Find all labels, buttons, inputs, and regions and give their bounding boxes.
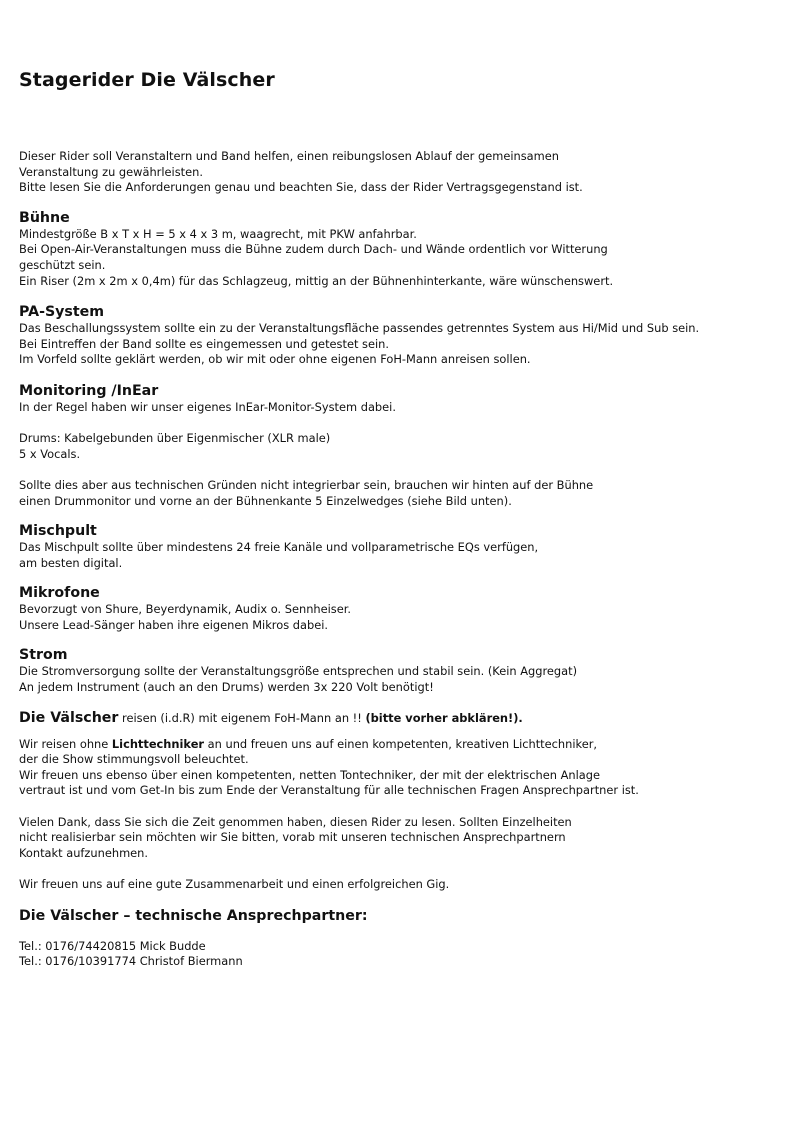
section-mikrofone — [19, 584, 779, 633]
contact-line: Tel.: 0176/10391774 Christof Biermann — [19, 954, 243, 969]
mischpult-line: am besten digital. — [19, 555, 123, 570]
licht-line: Wir freuen uns ebenso über einen kompetenten, netten Tontechniker, der mit der elektrischen Anlage — [19, 767, 600, 782]
monitoring-line: Drums: Kabelgebunden über Eigenmischer (XLR male) — [19, 431, 331, 446]
buehne-line: Ein Riser (2m x 2m x 0,4m) für das Schlagzeug, mittig an der Bühnenhinterkante, wäre wünschenswert. — [19, 273, 614, 288]
pa-line: Bei Eintreffen der Band sollte es eingemessen und getestet sein. — [19, 336, 389, 351]
document-page — [19, 66, 779, 970]
section-dank — [19, 815, 779, 862]
contacts-heading: Die Välscher – technische Ansprechpartner: — [19, 907, 368, 924]
licht-line: vertraut ist und vom Get-In bis zum Ende der Veranstaltung für alle technischen Fragen Ansprechpartner ist. — [19, 783, 639, 798]
foh-warning: (bitte vorher abklären!). — [365, 710, 523, 725]
mikrofone-line: Bevorzugt von Shure, Beyerdynamik, Audix o. Sennheiser. — [19, 602, 352, 617]
page-title: Stagerider Die Välscher — [19, 69, 275, 91]
contact-line: Tel.: 0176/74420815 Mick Budde — [19, 938, 206, 953]
intro-section — [19, 149, 779, 196]
pa-line: Das Beschallungssystem sollte ein zu der Veranstaltungsfläche passendes getrenntes System aus Hi/Mid und Sub sein. — [19, 321, 700, 336]
dank-line: nicht realisierbar sein möchten wir Sie bitten, vorab mit unseren technischen Ansprechpartnern — [19, 830, 566, 845]
gig-line: Wir freuen uns auf eine gute Zusammenarbeit und einen erfolgreichen Gig. — [19, 877, 450, 891]
mischpult-line: Das Mischpult sollte über mindestens 24 freie Kanäle und vollparametrische EQs verfügen, — [19, 540, 539, 555]
section-pa-system — [19, 303, 779, 368]
section-heading-monitoring: Monitoring /InEar — [19, 382, 159, 399]
intro-line: Dieser Rider soll Veranstaltern und Band helfen, einen reibungslosen Ablauf der gemeinsamen — [19, 149, 559, 163]
strom-line: Die Stromversorgung sollte der Veranstaltungsgröße entsprechen und stabil sein. (Kein Aggregat) — [19, 664, 578, 679]
monitoring-line: In der Regel haben wir unser eigenes InEar-Monitor-System dabei. — [19, 399, 396, 414]
spacer — [19, 861, 779, 877]
section-monitoring — [19, 382, 779, 509]
spacer — [19, 462, 779, 478]
strom-line: An jedem Instrument (auch an den Drums) werden 3x 220 Volt benötigt! — [19, 680, 434, 695]
foh-text: reisen (i.d.R) mit eigenem FoH-Mann an !! — [118, 710, 366, 725]
monitoring-line: Sollte dies aber aus technischen Gründen nicht integrierbar sein, brauchen wir hinten auf der Bühne — [19, 477, 594, 492]
intro-line: Bitte lesen Sie die Anforderungen genau und beachten Sie, dass der Rider Vertragsgegenstand ist. — [19, 180, 583, 195]
pa-line: Im Vorfeld sollte geklärt werden, ob wir mit oder ohne eigenen FoH-Mann anreisen sollen. — [19, 352, 531, 367]
dank-line: Vielen Dank, dass Sie sich die Zeit genommen haben, diesen Rider zu lesen. Sollten Einzelheiten — [19, 814, 572, 829]
section-strom — [19, 646, 779, 695]
section-buehne — [19, 209, 779, 289]
band-name: Die Välscher — [19, 709, 119, 726]
licht-line: der die Show stimmungsvoll beleuchtet. — [19, 752, 249, 767]
licht-line — [19, 737, 779, 753]
section-heading-pa: PA-System — [19, 304, 105, 321]
section-licht — [19, 737, 779, 799]
spacer — [19, 416, 779, 432]
section-heading-buehne: Bühne — [19, 209, 70, 226]
buehne-line: Bei Open-Air-Veranstaltungen muss die Bühne zudem durch Dach- und Wände ordentlich vor Witterung — [19, 242, 608, 257]
dank-line: Kontakt aufzunehmen. — [19, 845, 149, 860]
licht-bold: Lichttechniker — [111, 736, 205, 751]
section-heading-mikrofone: Mikrofone — [19, 585, 100, 602]
spacer — [19, 799, 779, 815]
buehne-line: Mindestgröße B x T x H = 5 x 4 x 3 m, waagrecht, mit PKW anfahrbar. — [19, 226, 417, 241]
contacts-list — [19, 939, 779, 970]
buehne-line: geschützt sein. — [19, 257, 106, 272]
monitoring-line: 5 x Vocals. — [19, 446, 81, 461]
section-heading-mischpult: Mischpult — [19, 523, 97, 540]
monitoring-line: einen Drummonitor und vorne an der Bühnenkante 5 Einzelwedges (siehe Bild unten). — [19, 493, 512, 508]
section-heading-strom: Strom — [19, 647, 68, 664]
intro-line: Veranstaltung zu gewährleisten. — [19, 164, 203, 179]
section-mischpult — [19, 522, 779, 571]
mikrofone-line: Unsere Lead-Sänger haben ihre eigenen Mikros dabei. — [19, 617, 328, 632]
valscher-foh-note — [19, 709, 779, 727]
licht-post: an und freuen uns auf einen kompetenten, kreativen Lichttechniker, — [204, 736, 598, 751]
licht-pre: Wir reisen ohne — [19, 736, 112, 751]
